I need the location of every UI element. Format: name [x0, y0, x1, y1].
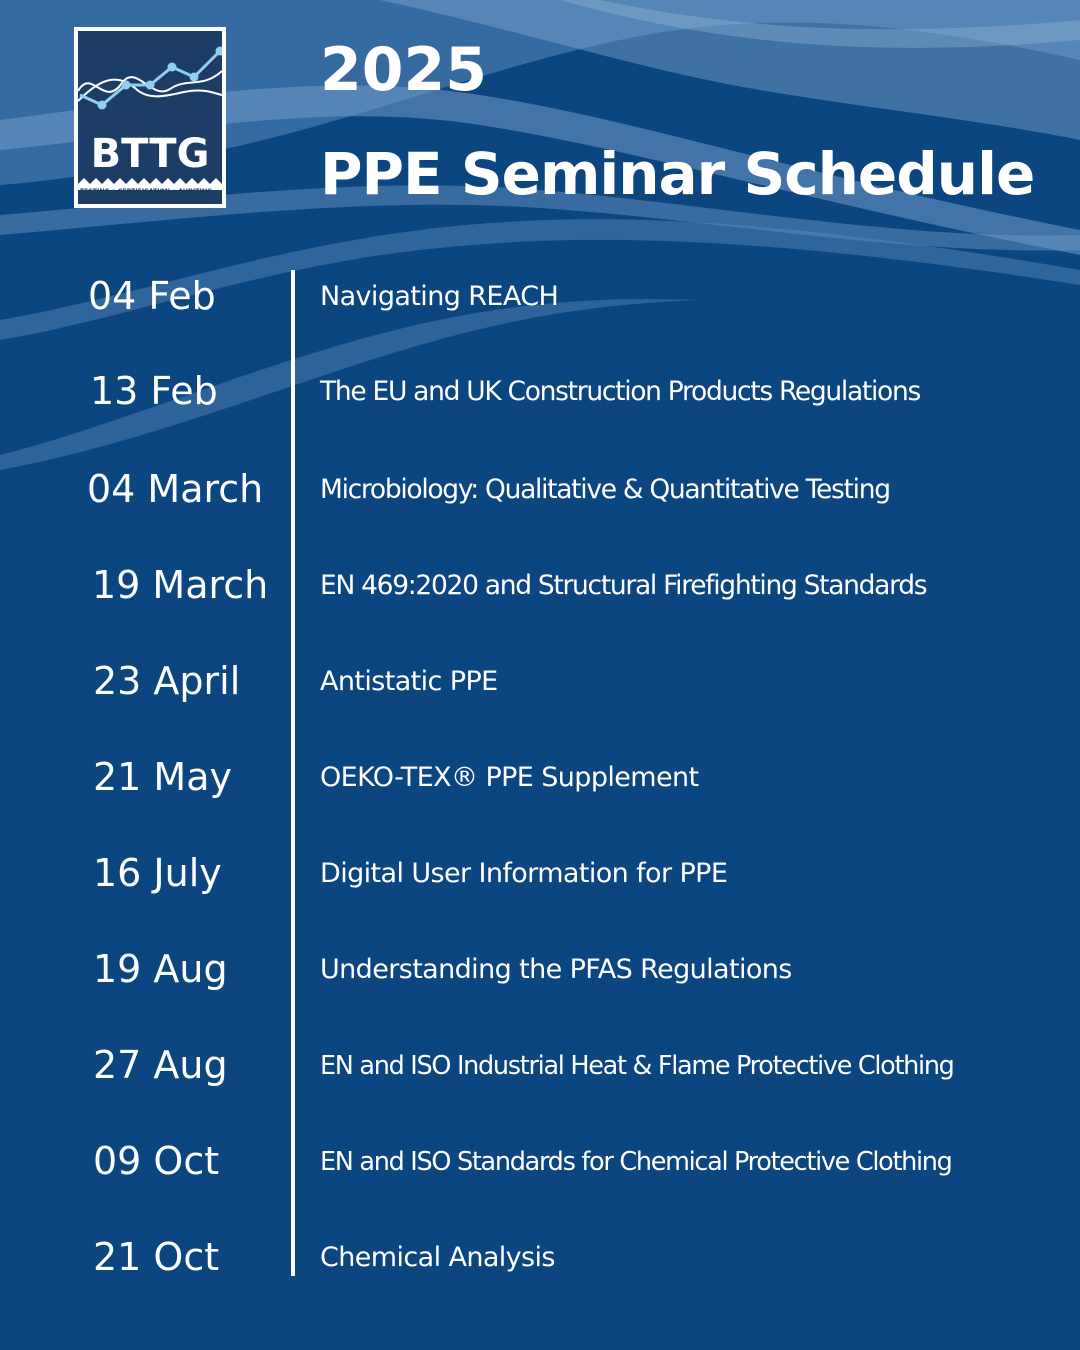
- seminar-date: 27 Aug: [93, 1043, 228, 1087]
- seminar-date: 16 July: [93, 851, 222, 895]
- schedule-row: [0, 459, 1080, 519]
- schedule-row: [0, 361, 1080, 421]
- seminar-date: 23 April: [93, 659, 241, 703]
- seminar-topic: OEKO-TEX® PPE Supplement: [320, 762, 699, 793]
- seminar-date: 09 Oct: [93, 1139, 220, 1183]
- title-year: 2025: [320, 35, 487, 105]
- seminar-topic: Microbiology: Qualitative & Quantitative Testing: [320, 474, 890, 505]
- seminar-topic: EN and ISO Industrial Heat & Flame Protective Clothing: [320, 1051, 954, 1081]
- seminar-topic: The EU and UK Construction Products Regulations: [320, 376, 920, 407]
- seminar-topic: Navigating REACH: [320, 281, 559, 312]
- seminar-date: 04 March: [87, 467, 264, 511]
- seminar-topic: EN 469:2020 and Structural Firefighting Standards: [320, 570, 927, 601]
- schedule-row: [0, 555, 1080, 615]
- schedule-row: [0, 747, 1080, 807]
- seminar-date: 19 Aug: [93, 947, 228, 991]
- schedule-row: [0, 843, 1080, 903]
- seminar-date: 13 Feb: [90, 369, 218, 413]
- schedule-row: [0, 939, 1080, 999]
- seminar-date: 19 March: [92, 563, 269, 607]
- logo-wordmark: BTTG: [90, 131, 210, 177]
- schedule-row: [0, 266, 1080, 326]
- seminar-topic: Antistatic PPE: [320, 666, 498, 697]
- seminar-topic: EN and ISO Standards for Chemical Protective Clothing: [320, 1147, 952, 1177]
- schedule-row: [0, 1227, 1080, 1287]
- seminar-topic: Chemical Analysis: [320, 1242, 555, 1273]
- schedule-row: [0, 1035, 1080, 1095]
- schedule-row: [0, 1131, 1080, 1191]
- seminar-date: 04 Feb: [88, 274, 216, 318]
- seminar-topic: Digital User Information for PPE: [320, 858, 728, 889]
- seminar-date: 21 May: [93, 755, 232, 799]
- page-title: PPE Seminar Schedule: [320, 140, 1035, 208]
- logo-tagline: TESTING • CERTIFICATION • AUDITING: [79, 188, 213, 195]
- schedule-row: [0, 651, 1080, 711]
- seminar-topic: Understanding the PFAS Regulations: [320, 954, 792, 985]
- seminar-date: 21 Oct: [93, 1235, 220, 1279]
